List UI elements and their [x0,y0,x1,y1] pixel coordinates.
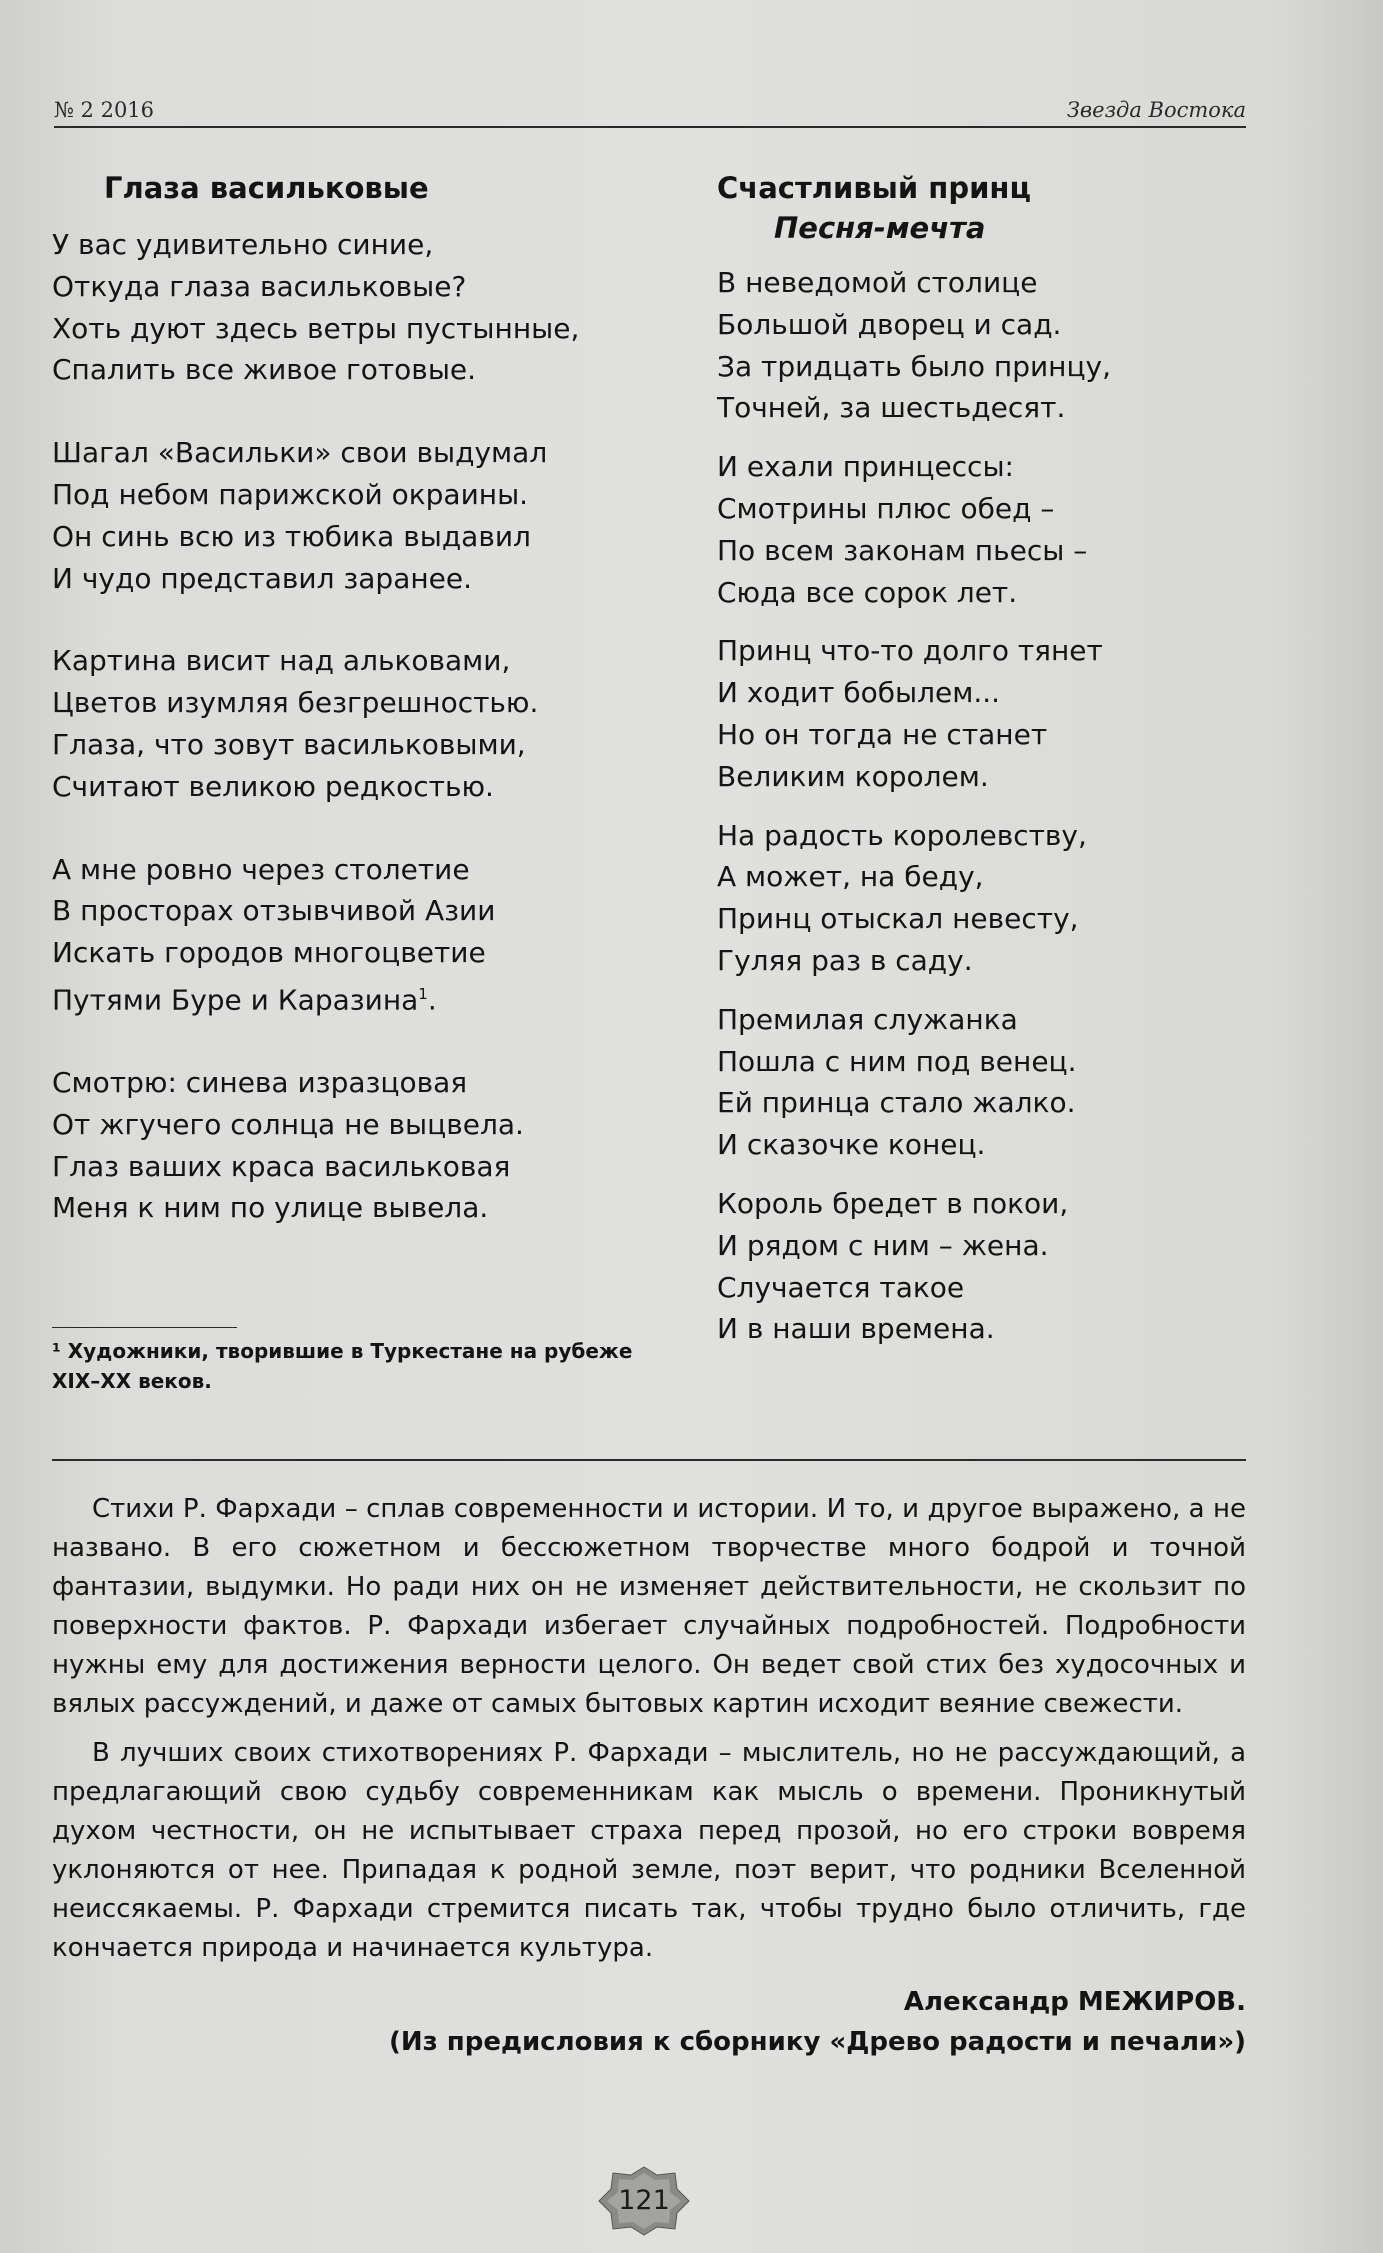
verse-line: Точней, за шестьдесят. [717,391,1066,425]
poem-subtitle: Песня-мечта [774,211,986,245]
issue-number: № 2 2016 [54,98,155,122]
verse-line: От жгучего солнца не выцвела. [52,1107,524,1141]
verse-line: А мне ровно через столетие [52,852,470,886]
poem-right [717,168,1277,1350]
running-header [54,92,1246,128]
verse-line: Ей принца стало жалко. [717,1086,1076,1120]
verse-line: Принц что-то долго тянет [717,634,1103,668]
verse-line: Великим королем. [717,759,989,793]
paragraph: Стихи Р. Фархади – сплав современности и истории. И то, и другое выражено, а не названо. В его сюжетном и бессюжетном творчестве много бодрой и точной фантазии, выдумки. Но ради них он не изменяет действительности, не скользит по поверхности фактов. Р. Фархади избегает случайных подробностей. Подробности нужны ему для достижения верности целого. Он ведет свой стих без худосочных и вялых рассуждений, и даже от самых бытовых картин исходит веяние свежести. [52,1494,1246,1719]
verse-line: И ходит бобылем... [717,676,1001,710]
verse-line: Смотрины плюс обед – [717,491,1055,525]
verse-line: У вас удивительно синие, [52,228,434,261]
verse-line: Сюда все сорок лет. [717,575,1018,609]
section-divider [52,1459,1246,1461]
verse-line: Цветов изумляя безгрешностью. [52,686,539,720]
journal-name: Звезда Востока [1066,98,1246,122]
stanza [717,815,1277,982]
verse-line: И сказочке конец. [717,1128,986,1162]
footnote-divider [52,1327,237,1328]
verse-line: Большой дворец и сад. [717,307,1062,341]
stanza [717,999,1277,1166]
footnote: ¹ Художники, творившие в Туркестане на рубеже XIX–XX веков. [52,1339,633,1393]
foreword-text [52,1490,1246,1968]
poem-left [52,168,672,1229]
verse-line: Шагал «Васильки» свои выдумал [52,436,548,470]
verse-line: В просторах отзывчивой Азии [52,894,496,928]
verse-line: Но он тогда не станет [717,717,1048,751]
paragraph: В лучших своих стихотворениях Р. Фархади – мыслитель, но не рассуждающий, а предлагающий свою судьбу современникам как мысль о времени. Проникнутый духом честности, он не испытывает страха перед прозой, но его строки вовремя уклоняются от нее. Припадая к родной земле, поэт верит, что родники Вселенной неиссякаемы. Р. Фархади стремится писать так, чтобы трудно было отличить, где кончается природа и начинается культура. [52,1738,1246,1963]
verse-line: И в наши времена. [717,1312,995,1346]
verse-line: Откуда глаза васильковые? [52,269,467,303]
verse-line: Под небом парижской окраины. [52,477,529,511]
verse-line: А может, на беду, [717,860,984,894]
verse-line: Меня к ним по улице вывела. [52,1191,489,1225]
verse-line: По всем законам пьесы – [717,533,1088,567]
verse-line: Считают великою редкостью. [52,769,494,803]
stanza [717,1183,1277,1350]
verse-line: Король бредет в покои, [717,1186,1069,1220]
verse-line: Глаза, что зовут васильковыми, [52,727,526,761]
verse-line-footnoted: Путями Буре и Каразина$^1$. [52,983,437,1017]
verse-line: Смотрю: синева изразцовая [52,1066,468,1100]
verse-line: И рядом с ним – жена. [717,1228,1049,1262]
verse-line: Глаз ваших краса васильковая [52,1149,511,1183]
stanza [717,630,1277,797]
poem-title: Счастливый принц [717,171,1031,205]
verse-line: Пошла с ним под венец. [717,1044,1077,1078]
stanza [717,446,1277,613]
verse-line: И ехали принцессы: [717,450,1014,484]
page-number-badge [597,2165,691,2237]
verse-line: Он синь всю из тюбика выдавил [52,519,531,553]
verse-line: На радость королевству, [717,818,1087,852]
author-name: Александр МЕЖИРОВ. [903,1987,1246,2017]
signature [389,1982,1246,2062]
verse-line: Гуляя раз в саду. [717,943,973,977]
verse-line: За тридцать было принцу, [717,349,1111,383]
verse-line-text: Путями Буре и Каразина [52,983,419,1017]
verse-line: В неведомой столице [717,266,1038,299]
verse-line: Премилая служанка [717,1002,1018,1036]
verse-line: Спалить все живое готовые. [52,353,477,387]
verse-line: И чудо представил заранее. [52,561,473,595]
poem-title: Глаза васильковые [104,171,429,205]
verse-line: Искать городов многоцветие [52,936,486,970]
stanza [52,224,672,391]
source-note: (Из предисловия к сборнику «Древо радости и печали») [388,2027,1246,2057]
page-number: 121 [618,2185,670,2216]
stanza [52,432,672,599]
footnote-mark: 1 [418,984,428,1003]
stanza [52,1062,672,1229]
verse-line: Случается такое [717,1270,965,1304]
verse-line: Хоть дуют здесь ветры пустынные, [52,311,580,345]
stanza [717,262,1277,429]
stanza [52,849,672,1022]
stanza [52,640,672,807]
verse-line: Принц отыскал невесту, [717,902,1079,936]
verse-line: Картина висит над альковами, [52,644,511,678]
